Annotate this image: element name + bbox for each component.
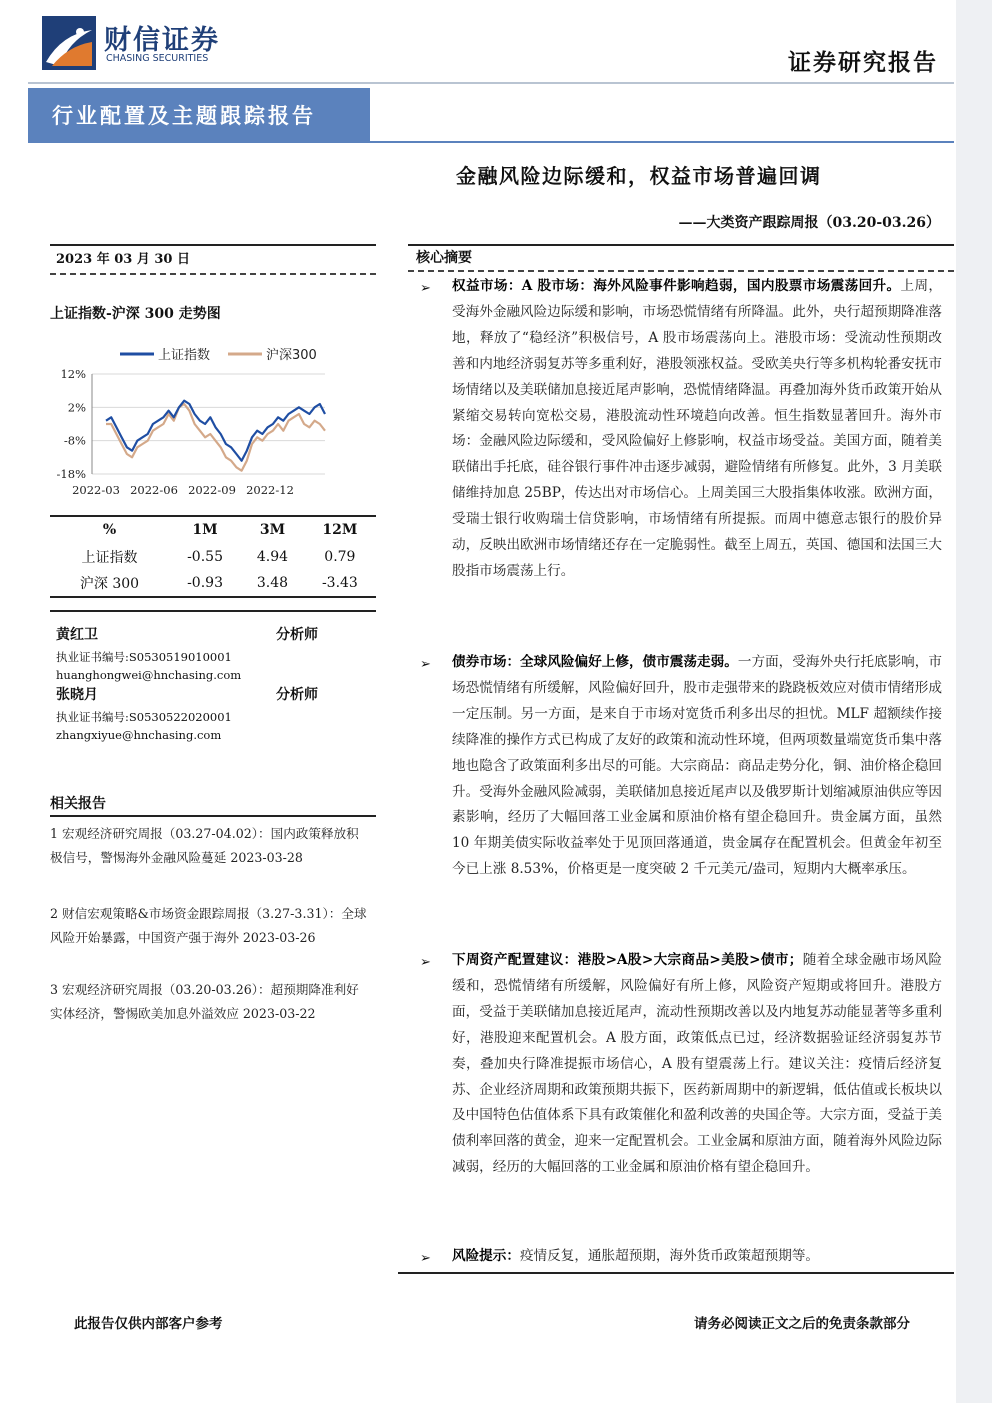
series-line	[106, 401, 325, 461]
chart-y-ticks	[57, 367, 87, 481]
page-edge-strip	[956, 0, 992, 1403]
bullet-arrow-icon: ➢	[420, 1251, 431, 1266]
summary-paragraph-equity	[452, 274, 942, 585]
report-type: 证券研究报告	[788, 49, 938, 76]
related-report-item[interactable]: 1 宏观经济研究周报（03.27-04.02）：国内政策释放积极信号，警惕海外金融风险蔓延 2023-03-28	[50, 826, 359, 865]
chart-legend	[120, 347, 317, 363]
analyst-name: 黄红卫	[56, 627, 98, 643]
table-cell: 沪深 300	[79, 576, 140, 592]
analyst-cert: 执业证书编号:S0530519010001	[56, 650, 232, 664]
table-header-cell: %	[102, 522, 117, 538]
index-trend-chart	[50, 338, 340, 498]
chart-x-ticks	[72, 483, 294, 497]
header-divider	[28, 82, 954, 84]
paragraph-lead: 权益市场：A 股市场：海外风险事件影响趋弱，国内股票市场震荡回升。	[452, 278, 901, 294]
y-tick-label: 12%	[60, 367, 86, 381]
y-tick-label: 2%	[67, 400, 86, 415]
analyst-role: 分析师	[276, 687, 318, 703]
summary-bottom-rule	[398, 1272, 954, 1274]
summary-paragraph-risk	[452, 1244, 942, 1270]
x-tick-label: 2022-06	[130, 483, 178, 497]
company-logo	[42, 16, 242, 72]
paragraph-lead: 风险提示：	[452, 1248, 520, 1264]
paragraph-text: 一方面，受海外央行托底影响，市场恐慌情绪有所缓解，风险偏好回升，股市走强带来的跷跷板效应对债市情绪形成一定压制。另一方面，是来自于市场对宽货币利多出尽的担忧。MLF 超额续作接续降准的操作方式已构成了友好的政策和流动性环境，但两项数量端宽货币集中落地也隐含了政策面利多出尽的可能。大宗商品：商品走势分化，铜、油价格企稳回升。受海外金融风险减弱，美联储加息接近尾声以及俄罗斯计划缩减原油供应等因素影响，经历了大幅回落工业金属和原油价格有望企稳回升。贵金属方面，虽然 10 年期美债实际收益率处于见顶回落通道，贵金属存在配置机会。但黄金年初至今已上涨 8.53%，价格更是一度突破 2 千元美元/盎司，短期内大概率承压。	[452, 654, 942, 878]
company-name-en: CHASING SECURITIES	[106, 53, 209, 64]
analyst-email[interactable]: huanghongwei@hnchasing.com	[56, 668, 242, 682]
series-line	[106, 404, 325, 471]
table-header-cell: 1M	[192, 522, 218, 538]
y-tick-label: -8%	[63, 433, 86, 448]
company-name-cn: 财信证券	[104, 25, 220, 56]
bullet-arrow-icon: ➢	[420, 955, 431, 970]
footer-notice: 此报告仅供内部客户参考	[74, 1316, 223, 1332]
chart-series	[106, 401, 325, 471]
analyst-name: 张晓月	[56, 687, 98, 703]
performance-table	[50, 515, 376, 598]
table-header-cell: 12M	[322, 522, 358, 538]
bullet-arrow-icon: ➢	[420, 657, 431, 672]
analyst-email[interactable]: zhangxiyue@hnchasing.com	[56, 728, 222, 742]
x-tick-label: 2022-12	[246, 483, 294, 497]
table-header-cell: 3M	[259, 522, 286, 538]
footer-disclaimer[interactable]: 请务必阅读正文之后的免责条款部分	[694, 1316, 910, 1332]
legend-label: 沪深300	[266, 348, 317, 363]
related-reports-title: 相关报告	[50, 793, 376, 817]
table-cell: 3.48	[256, 575, 289, 591]
analyst-section	[50, 610, 376, 742]
related-report-item[interactable]: 3 宏观经济研究周报（03.20-03.26）：超预期降准利好实体经济，警惕欧美加息外溢效应 2023-03-22	[50, 982, 359, 1021]
report-title: 金融风险边际缓和，权益市场普遍回调	[456, 164, 822, 188]
legend-label: 上证指数	[158, 348, 211, 363]
analyst-role: 分析师	[276, 627, 318, 643]
report-subtitle: ——大类资产跟踪周报（03.20-03.26）	[678, 215, 940, 231]
table-cell: 上证指数	[81, 549, 138, 566]
paragraph-lead: 债券市场：全球风险偏好上修，债市震荡走弱。	[452, 654, 738, 670]
bullet-arrow-icon: ➢	[420, 281, 431, 296]
table-cell: -0.93	[187, 575, 223, 591]
banner-underline	[370, 141, 954, 143]
y-tick-label: -18%	[56, 467, 86, 481]
table-cell: 0.79	[324, 548, 356, 565]
x-tick-label: 2022-03	[72, 483, 120, 497]
paragraph-lead: 下周资产配置建议：港股>A股>大宗商品>美股>债市；	[452, 952, 803, 968]
report-date: 2023 年 03 月 30 日	[50, 244, 376, 275]
summary-paragraph-allocation	[452, 948, 942, 1181]
paragraph-text: 上周，受海外金融风险边际缓和影响，市场恐慌情绪有所降温。此外，央行超预期降准落地，释放了“稳经济”积极信号，A 股市场震荡向上。港股市场：受流动性预期改善和内地经济弱复苏等多重利好，港股领涨权益。受欧美央行等多机构轮番安抚市场情绪以及美联储加息接近尾声影响，恐慌情绪降温。再叠加海外货币政策开始从紧缩交易转向宽松交易，港股流动性环境趋向改善。恒生指数显著回升。海外市场：金融风险边际缓和，受风险偏好上修影响，权益市场受益。美国方面，随着美联储出手托底，硅谷银行事件冲击逐步减弱，避险情绪有所修复。此外，3 月美联储维持加息 25BP，传达出对市场信心。上周美国三大股指集体收涨。欧洲方面，受瑞士银行收购瑞士信贷影响，市场情绪有所提振。而周中德意志银行的股价异动，反映出欧洲市场情绪还存在一定脆弱性。截至上周五，英国、德国和法国三大股指市场震荡上行。	[452, 278, 943, 579]
paragraph-text: 随着全球金融市场风险缓和，恐慌情绪有所缓解，风险偏好有所上修，风险资产短期或将回升。港股方面，受益于美联储加息接近尾声，流动性预期改善以及内地复苏动能显著等多重利好，港股迎来配置机会。A 股方面，政策低点已过，经济数据验证经济弱复苏节奏，叠加央行降准提振市场信心，A 股有望震荡上行。建议关注：疫情后经济复苏、企业经济周期和政策预期共振下，医药新周期中的新逻辑，低估值或长板块以及中国特色估值体系下具有政策催化和盈利改善的央国企等。大宗方面，受益于美债利率回落的黄金，迎来一定配置机会。工业金属和原油方面，随着海外风险边际减弱，经历的大幅回落的工业金属和原油价格有望企稳回升。	[452, 952, 942, 1176]
summary-heading: 核心摘要	[408, 244, 954, 272]
related-report-item[interactable]: 2 财信宏观策略&市场资金跟踪周报（3.27-3.31）：全球风险开始暴露，中国资产强于海外 2023-03-26	[50, 906, 367, 945]
analyst-cert: 执业证书编号:S0530522020001	[56, 710, 232, 724]
table-row	[50, 570, 376, 597]
summary-paragraph-bond	[452, 650, 942, 883]
table-cell: -0.55	[187, 548, 223, 565]
x-tick-label: 2022-09	[188, 483, 236, 497]
table-cell: 4.94	[256, 548, 289, 565]
logo-mark-icon	[42, 16, 96, 70]
table-row	[50, 543, 376, 570]
table-cell: -3.43	[321, 575, 358, 591]
chart-grid	[92, 374, 325, 474]
report-category-banner: 行业配置及主题跟踪报告	[28, 88, 370, 143]
paragraph-text: 疫情反复，通胀超预期，海外货币政策超预期等。	[519, 1248, 820, 1264]
chart-title: 上证指数-沪深 300 走势图	[50, 306, 221, 322]
table-header-row	[50, 516, 376, 543]
